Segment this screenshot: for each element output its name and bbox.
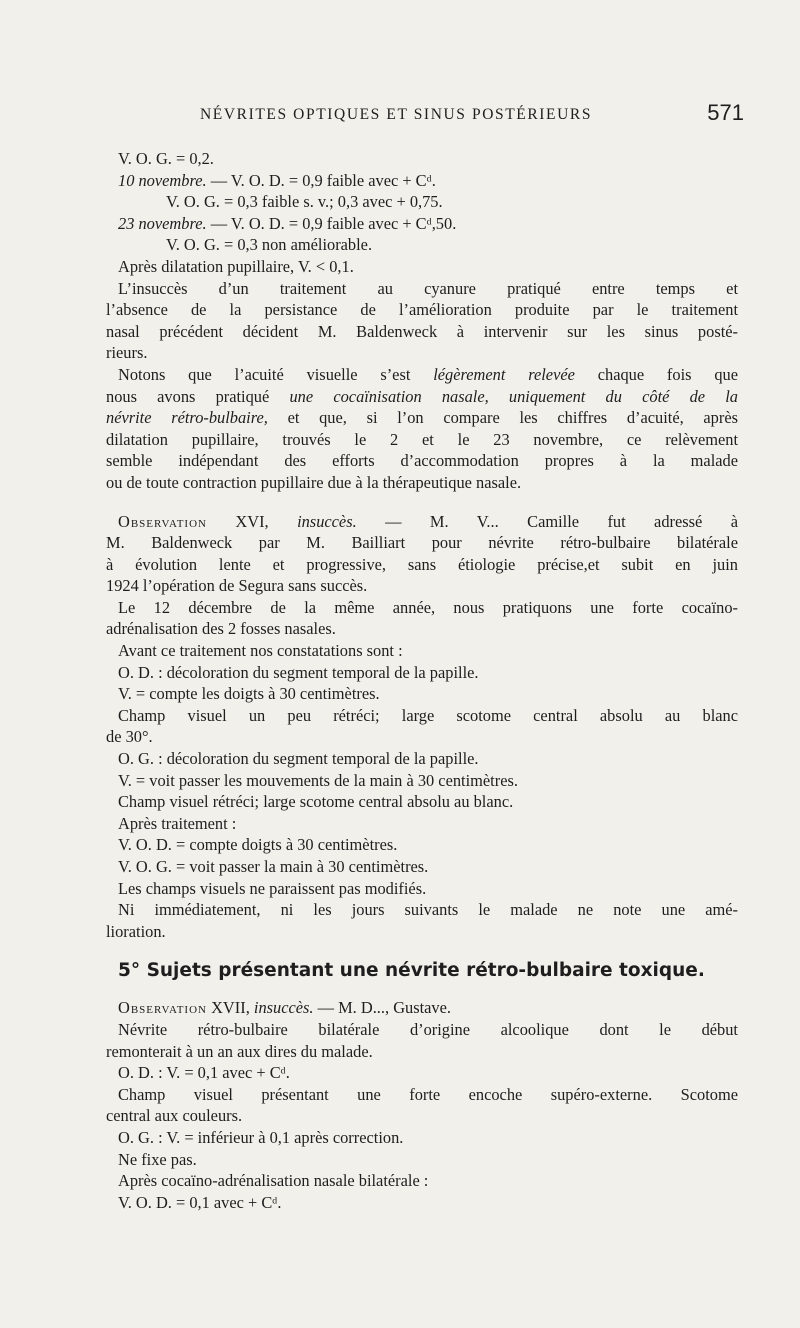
text-line: M. Baldenweck par M. Bailliart pour névrite rétro-bulbaire bilatérale (106, 533, 738, 553)
text-line: V. = voit passer les mouvements de la main à 30 centimètres. (118, 770, 518, 790)
text-line: lioration. (106, 921, 166, 941)
text-line: Le 12 décembre de la même année, nous pratiquons une forte cocaïno- (118, 597, 738, 617)
text-line: V. = compte les doigts à 30 centimètres. (118, 684, 380, 704)
text-line: dilatation pupillaire, trouvés le 2 et le 23 novembre, ce relèvement (106, 429, 738, 449)
section-heading: 5° Sujets présentant une névrite rétro-bulbaire toxique. (118, 960, 705, 982)
date: 23 novembre. (118, 213, 207, 233)
observation-title: Observation XVI, insuccès. — M. V... Camille fut adressé à (118, 511, 738, 531)
text-line: Après dilatation pupillaire, V. < 0,1. (118, 256, 354, 276)
text-line: Ni immédiatement, ni les jours suivants le malade ne note une amé- (118, 900, 738, 920)
text-line: Champ visuel un peu rétréci; large scotome central absolu au blanc (118, 705, 738, 725)
text-line: névrite rétro-bulbaire, et que, si l’on compare les chiffres d’acuité, après (106, 408, 738, 428)
text-line: remonterait à un an aux dires du malade. (106, 1041, 373, 1061)
text-line: V. O. G. = 0,2. (118, 149, 214, 168)
text-line: rieurs. (106, 343, 148, 363)
text-line: 10 novembre. — V. O. D. = 0,9 faible avec + Cᵈ. (118, 170, 436, 190)
observation-label: Observation (118, 511, 207, 531)
text-line: Notons que l’acuité visuelle s’est légèrement relevée chaque fois que (118, 364, 738, 384)
text-line: O. D. : décoloration du segment temporal de la papille. (118, 662, 479, 682)
text-line: Avant ce traitement nos constatations sont : (118, 641, 403, 661)
text-line: V. O. D. = 0,1 avec + Cᵈ. (118, 1192, 282, 1212)
text-line: V. O. G. = 0,3 faible s. v.; 0,3 avec + 0,75. (166, 192, 443, 212)
text-line: O. D. : V. = 0,1 avec + Cᵈ. (118, 1063, 290, 1083)
text-line: Névrite rétro-bulbaire bilatérale d’origine alcoolique dont le début (118, 1019, 738, 1039)
observation-label: Observation (118, 998, 207, 1018)
text-line: Ne fixe pas. (118, 1149, 197, 1169)
text-line: Les champs visuels ne paraissent pas modifiés. (118, 878, 427, 898)
text-line: nous avons pratiqué une cocaïnisation nasale, uniquement du côté de la (106, 386, 739, 406)
page-header (118, 100, 744, 132)
text-line: semble indépendant des efforts d’accommodation propres à la malade (106, 451, 738, 471)
text-line: Champ visuel rétréci; large scotome central absolu au blanc. (118, 792, 514, 812)
text-line: L’insuccès d’un traitement au cyanure pratiqué entre temps et (118, 278, 738, 298)
date: 10 novembre. (118, 170, 207, 190)
text-line: 23 novembre. — V. O. D. = 0,9 faible avec + Cᵈ,50. (118, 213, 457, 233)
text-line: O. G. : décoloration du segment temporal de la papille. (118, 749, 479, 769)
text-line: V. O. D. = compte doigts à 30 centimètres. (118, 835, 398, 855)
text-line: O. G. : V. = inférieur à 0,1 après correction. (118, 1127, 404, 1147)
text-line: central aux couleurs. (106, 1106, 243, 1126)
text-line: ou de toute contraction pupillaire due à la thérapeutique nasale. (106, 472, 522, 492)
text-line: Après cocaïno-adrénalisation nasale bilatérale : (118, 1171, 429, 1191)
text-line: adrénalisation des 2 fosses nasales. (106, 619, 336, 639)
text-line: V. O. G. = 0,3 non améliorable. (166, 235, 373, 255)
text-line: nasal précédent décident M. Baldenweck à intervenir sur les sinus posté- (106, 321, 738, 341)
text-line: à évolution lente et progressive, sans étiologie précise,et subit en juin (106, 554, 738, 574)
text-line: l’absence de la persistance de l’amélioration produite par le traitement (106, 300, 738, 320)
text-line: 1924 l’opération de Segura sans succès. (106, 576, 368, 596)
text-line: V. O. G. = voit passer la main à 30 centimètres. (118, 857, 429, 876)
text-line: Après traitement : (118, 813, 237, 833)
page-number: 571 (707, 100, 744, 125)
page-body (106, 148, 738, 1213)
observation-title: Observation XVII, insuccès. — M. D..., Gustave. (118, 998, 452, 1018)
running-title: NÉVRITES OPTIQUES ET SINUS POSTÉRIEURS (200, 106, 593, 123)
text-line: Champ visuel présentant une forte encoche supéro-externe. Scotome (118, 1084, 738, 1104)
text-line: de 30°. (106, 727, 153, 747)
